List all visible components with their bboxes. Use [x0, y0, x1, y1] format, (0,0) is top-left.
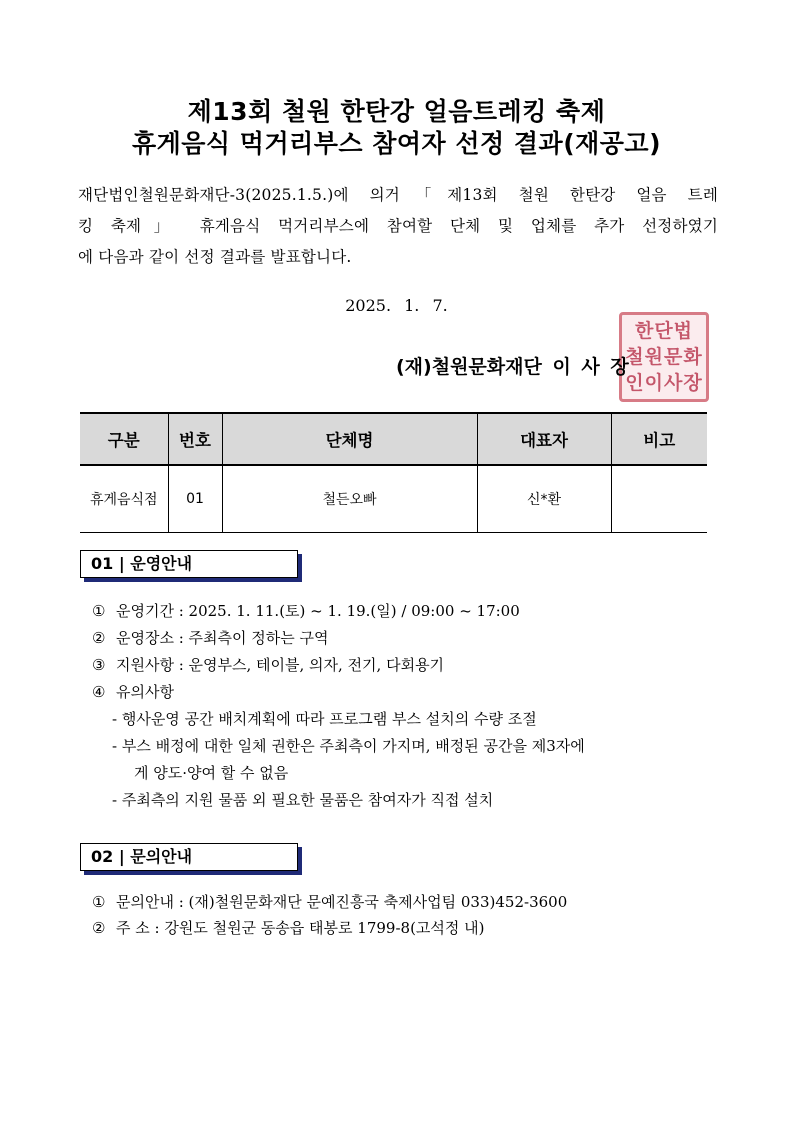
item-number: ① — [92, 893, 106, 911]
header-representative: 대표자 — [477, 413, 611, 465]
item-text: 운영장소 : 주최측이 정하는 구역 — [116, 629, 329, 647]
cell-category: 휴게음식점 — [80, 465, 168, 532]
seal-row-3: 인이사장 — [625, 372, 703, 394]
item-number: ① — [92, 602, 106, 620]
official-seal-stamp — [619, 312, 709, 402]
selection-result-table — [80, 412, 707, 533]
list-item — [92, 889, 567, 915]
intro-paragraph — [78, 180, 718, 273]
issuer-name: (재)철원문화재단 이 사 장 — [396, 356, 629, 378]
title-line-1: 제13회 철원 한탄강 얼음트레킹 축제 — [187, 97, 606, 126]
header-org-name: 단체명 — [222, 413, 477, 465]
intro-line-3: 에 다음과 같이 선정 결과를 발표합니다. — [78, 248, 352, 266]
section-heading-inquiry: 02 | 문의안내 — [80, 843, 298, 871]
note-item: - 부스 배정에 대한 일체 권한은 주최측이 가지며, 배정된 공간을 제3자에 — [112, 737, 585, 755]
list-item — [92, 915, 567, 941]
title-line-2: 휴게음식 먹거리부스 참여자 선정 결과(재공고) — [131, 129, 662, 158]
announcement-date: 2025. 1. 7. — [345, 296, 448, 315]
item-number: ④ — [92, 683, 106, 701]
item-text: 주 소 : 강원도 철원군 동송읍 태봉로 1799-8(고석정 내) — [116, 919, 485, 937]
list-item — [92, 679, 585, 706]
item-number: ③ — [92, 656, 106, 674]
cell-note — [611, 465, 707, 532]
note-item-continued: 게 양도·양여 할 수 없음 — [134, 764, 289, 782]
inquiry-info-list — [92, 889, 567, 941]
item-text: 문의안내 : (재)철원문화재단 문예진흥국 축제사업팀 033)452-3600 — [116, 893, 568, 911]
item-text: 운영기간 : 2025. 1. 11.(토) ~ 1. 19.(일) / 09:00 ~ 17:00 — [116, 602, 520, 620]
operation-info-list — [92, 598, 585, 814]
list-item — [92, 625, 585, 652]
list-item — [92, 652, 585, 679]
cell-number: 01 — [168, 465, 222, 532]
item-text: 지원사항 : 운영부스, 테이블, 의자, 전기, 다회용기 — [116, 656, 445, 674]
seal-row-2: 철원문화 — [625, 346, 703, 368]
header-number: 번호 — [168, 413, 222, 465]
item-number: ② — [92, 629, 106, 647]
header-note: 비고 — [611, 413, 707, 465]
seal-row-1: 한단법 — [634, 320, 694, 342]
note-item: - 행사운영 공간 배치계획에 따라 프로그램 부스 설치의 수량 조절 — [112, 710, 537, 728]
intro-line-1: 재단법인철원문화재단-3(2025.1.5.)에 의거「제13회 철원 한탄강 얼음 트레 — [78, 186, 718, 204]
cell-representative: 신*환 — [477, 465, 611, 532]
table-row — [80, 465, 707, 532]
list-item — [92, 598, 585, 625]
section-heading-operation: 01 | 운영안내 — [80, 550, 298, 578]
item-number: ② — [92, 919, 106, 937]
intro-line-2: 킹 축제」 휴게음식 먹거리부스에 참여할 단체 및 업체를 추가 선정하였기 — [78, 217, 718, 235]
note-item: - 주최측의 지원 물품 외 필요한 물품은 참여자가 직접 설치 — [112, 791, 494, 809]
table-header-row — [80, 413, 707, 465]
cell-org-name: 철든오빠 — [222, 465, 477, 532]
header-category: 구분 — [80, 413, 168, 465]
item-text: 유의사항 — [116, 683, 174, 701]
